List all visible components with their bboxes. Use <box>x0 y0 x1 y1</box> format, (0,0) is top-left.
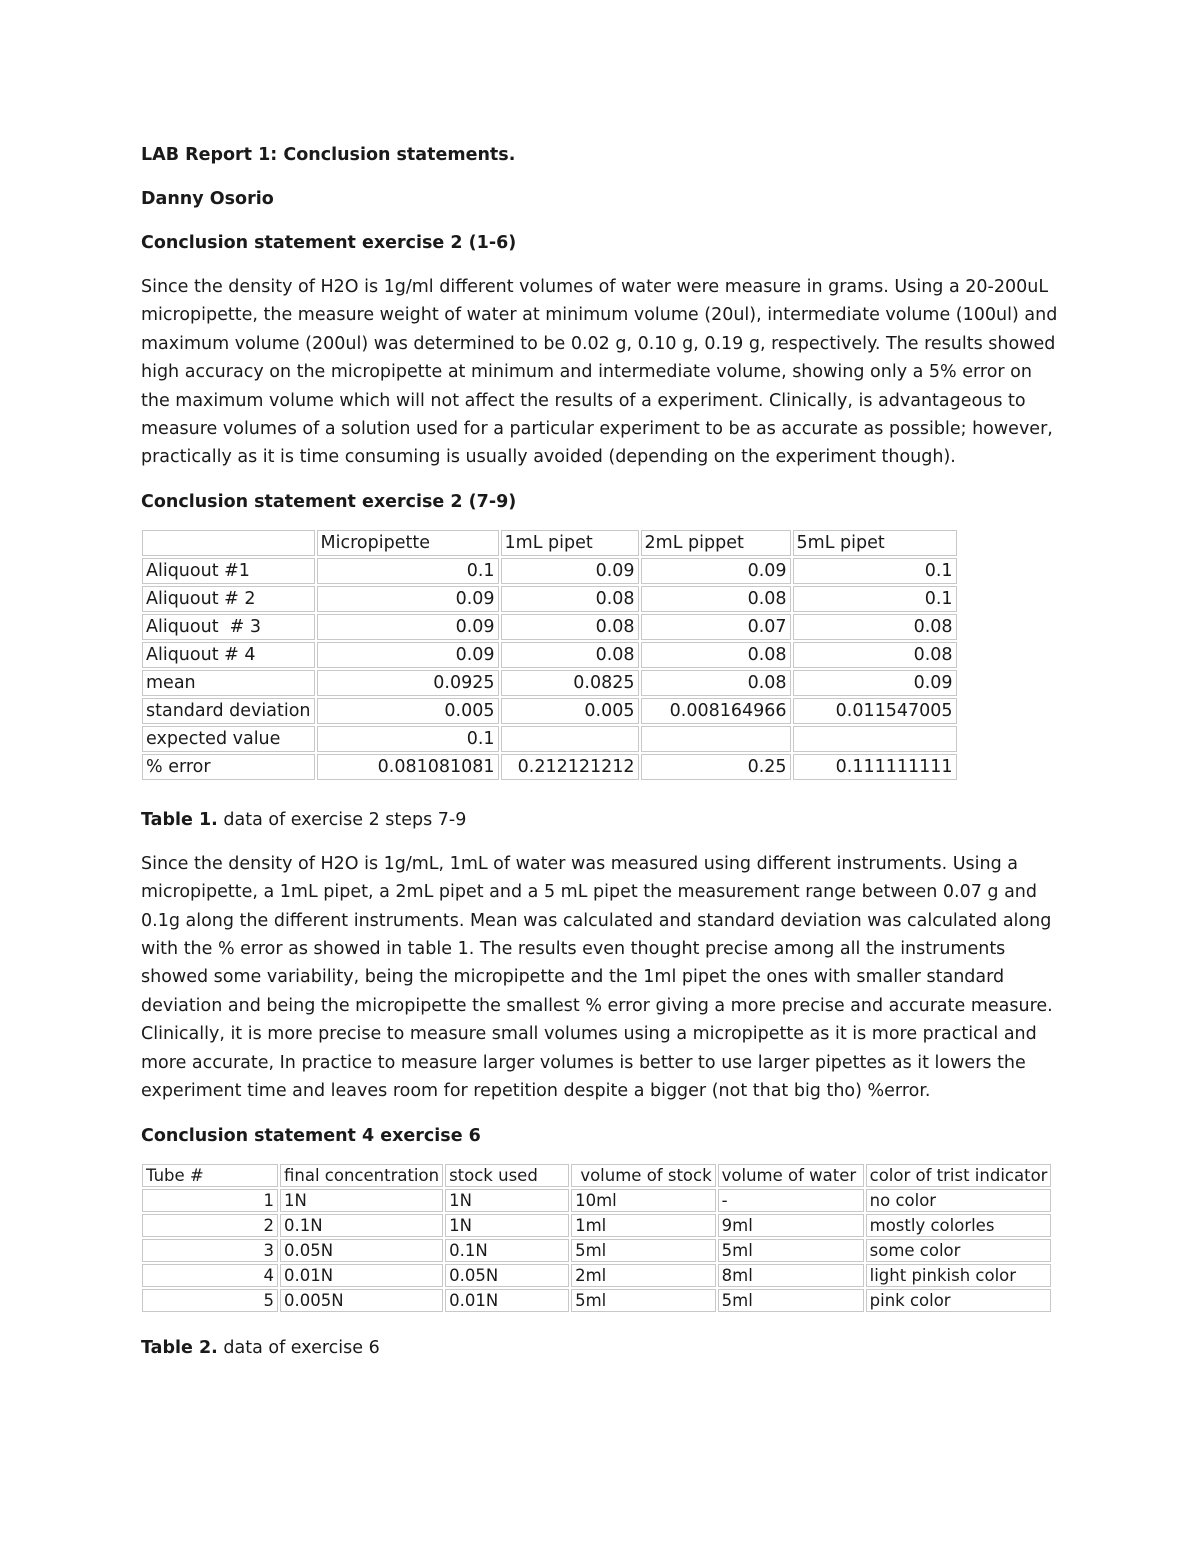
table-cell: 5ml <box>571 1239 716 1262</box>
table-cell: 0.011547005 <box>793 698 957 724</box>
section-heading: Conclusion statement 4 exercise 6 <box>141 1125 481 1146</box>
section-heading: Conclusion statement exercise 2 (7-9) <box>141 491 517 512</box>
table-cell: 0.08 <box>501 614 639 640</box>
table-cell: 1mL pipet <box>501 530 639 556</box>
table-cell: 0.1 <box>317 558 499 584</box>
caption-text: data of exercise 6 <box>217 1337 380 1358</box>
table-cell: 0.111111111 <box>793 754 957 780</box>
table-2 <box>140 1162 1053 1314</box>
table-header-row <box>142 1164 1051 1187</box>
table-cell: - <box>718 1189 864 1212</box>
table-cell: 10ml <box>571 1189 716 1212</box>
table-cell: 0.01N <box>445 1289 569 1312</box>
table-row <box>142 586 957 612</box>
table-cell: 2mL pippet <box>641 530 791 556</box>
table-cell: 0.0925 <box>317 670 499 696</box>
document-page <box>141 141 1066 1362</box>
table-cell: 5ml <box>718 1239 864 1262</box>
table-cell: mean <box>142 670 315 696</box>
table-cell: 5ml <box>718 1289 864 1312</box>
table-cell: 0.08 <box>641 586 791 612</box>
table-cell <box>142 530 315 556</box>
table-cell: 0.008164966 <box>641 698 791 724</box>
table-row <box>142 670 957 696</box>
table-cell: 0.08 <box>641 642 791 668</box>
table-cell: 0.05N <box>280 1239 443 1262</box>
paragraph: Since the density of H2O is 1g/ml different volumes of water were measure in grams. Using a 20-200uL micropipette, the measure weight of water at minimum volume (20ul), intermediate volume (100ul) and maximum volume (200ul) was determined to be 0.02 g, 0.10 g, 0.19 g, respectively. The results showed high accuracy on the micropipette at minimum and intermediate volume, showing only a 5% error on the maximum volume which will not affect the results of a experiment. Clinically, is advantageous to measure volumes of a solution used for a particular experiment to be as accurate as possible; however, practically as it is time consuming is usually avoided (depending on the experiment though). <box>141 277 1058 468</box>
table-cell: 0.08 <box>641 670 791 696</box>
table-cell: mostly colorles <box>866 1214 1052 1237</box>
caption-label: Table 1. <box>141 809 218 830</box>
table-cell <box>793 726 957 752</box>
table-cell: 5mL pipet <box>793 530 957 556</box>
table-cell: expected value <box>142 726 315 752</box>
table-cell: 0.081081081 <box>317 754 499 780</box>
table-caption <box>141 806 1066 834</box>
table-row <box>142 698 957 724</box>
paragraph: Since the density of H2O is 1g/mL, 1mL of water was measured using different instruments. Using a micropipette, a 1mL pipet, a 2mL pipet and a 5 mL pipet the measurement range between 0.07 g and 0.1g along the different instruments. Mean was calculated and standard deviation was calculated along with the % error as showed in table 1. The results even thought precise among all the instruments showed some variability, being the micropipette and the 1ml pipet the ones with smaller standard deviation and being the micropipette the smallest % error giving a more precise and accurate measure. Clinically, it is more precise to measure small volumes using a micropipette as it is more practical and more accurate, In practice to measure larger volumes is better to use larger pipettes as it lowers the experiment time and leaves room for repetition despite a bigger (not that big tho) %error. <box>141 853 1053 1102</box>
table-cell: 0.01N <box>280 1264 443 1287</box>
section-heading: Conclusion statement exercise 2 (1-6) <box>141 233 517 253</box>
table-header-row <box>142 530 957 556</box>
table-cell: 0.07 <box>641 614 791 640</box>
table-cell: Micropipette <box>317 530 499 556</box>
table-row <box>142 1214 1051 1237</box>
table-cell: 3 <box>142 1239 278 1262</box>
table-cell: 0.09 <box>317 586 499 612</box>
table-cell <box>641 726 791 752</box>
table-cell: Tube # <box>142 1164 278 1187</box>
table-cell: 0.09 <box>317 642 499 668</box>
table-cell: 4 <box>142 1264 278 1287</box>
table-cell: Aliquout # 2 <box>142 586 315 612</box>
table-row <box>142 1289 1051 1312</box>
table-row <box>142 614 957 640</box>
table-cell: volume of stock <box>571 1164 716 1187</box>
table-cell: 5ml <box>571 1289 716 1312</box>
table-cell: 0.08 <box>501 586 639 612</box>
table-cell: 1N <box>280 1189 443 1212</box>
table-cell: 0.1 <box>793 586 957 612</box>
table-cell: 0.1 <box>317 726 499 752</box>
table-cell: 0.09 <box>793 670 957 696</box>
author-name: Danny Osorio <box>141 189 274 209</box>
table-row <box>142 1189 1051 1212</box>
table-cell: 0.005 <box>317 698 499 724</box>
table-cell: 0.09 <box>317 614 499 640</box>
table-cell: color of trist indicator <box>866 1164 1052 1187</box>
table-cell: 0.1 <box>793 558 957 584</box>
table-cell: 0.0825 <box>501 670 639 696</box>
table-cell: pink color <box>866 1289 1052 1312</box>
table-cell: Aliquout #1 <box>142 558 315 584</box>
table-cell: 0.08 <box>793 642 957 668</box>
table-cell: 8ml <box>718 1264 864 1287</box>
table-row <box>142 754 957 780</box>
table-cell: stock used <box>445 1164 569 1187</box>
table-row <box>142 726 957 752</box>
table-cell: 0.08 <box>793 614 957 640</box>
table-cell: 0.25 <box>641 754 791 780</box>
table-row <box>142 1239 1051 1262</box>
document-title: LAB Report 1: Conclusion statements. <box>141 145 516 165</box>
table-cell: light pinkish color <box>866 1264 1052 1287</box>
table-cell: 0.005N <box>280 1289 443 1312</box>
table-cell: 0.05N <box>445 1264 569 1287</box>
table-cell: 1 <box>142 1189 278 1212</box>
table-cell: standard deviation <box>142 698 315 724</box>
table-cell: final concentration <box>280 1164 443 1187</box>
table-cell: 0.1N <box>445 1239 569 1262</box>
table-cell <box>501 726 639 752</box>
table-row <box>142 558 957 584</box>
table-cell: volume of water <box>718 1164 864 1187</box>
table-row <box>142 642 957 668</box>
table-cell: 0.1N <box>280 1214 443 1237</box>
table-cell: no color <box>866 1189 1052 1212</box>
table-cell: some color <box>866 1239 1052 1262</box>
table-cell: Aliquout # 3 <box>142 614 315 640</box>
table-cell: 0.08 <box>501 642 639 668</box>
table-cell: 1N <box>445 1189 569 1212</box>
table-cell: 1N <box>445 1214 569 1237</box>
table-cell: 1ml <box>571 1214 716 1237</box>
table-cell: 0.005 <box>501 698 639 724</box>
table-1 <box>140 528 959 782</box>
table-cell: 5 <box>142 1289 278 1312</box>
table-cell: 2 <box>142 1214 278 1237</box>
table-cell: 0.09 <box>641 558 791 584</box>
table-cell: 2ml <box>571 1264 716 1287</box>
table-cell: Aliquout # 4 <box>142 642 315 668</box>
table-cell: 0.09 <box>501 558 639 584</box>
table-caption <box>141 1334 1066 1362</box>
table-cell: 9ml <box>718 1214 864 1237</box>
table-cell: 0.212121212 <box>501 754 639 780</box>
table-row <box>142 1264 1051 1287</box>
caption-text: data of exercise 2 steps 7-9 <box>217 809 467 830</box>
table-cell: % error <box>142 754 315 780</box>
caption-label: Table 2. <box>141 1337 218 1358</box>
